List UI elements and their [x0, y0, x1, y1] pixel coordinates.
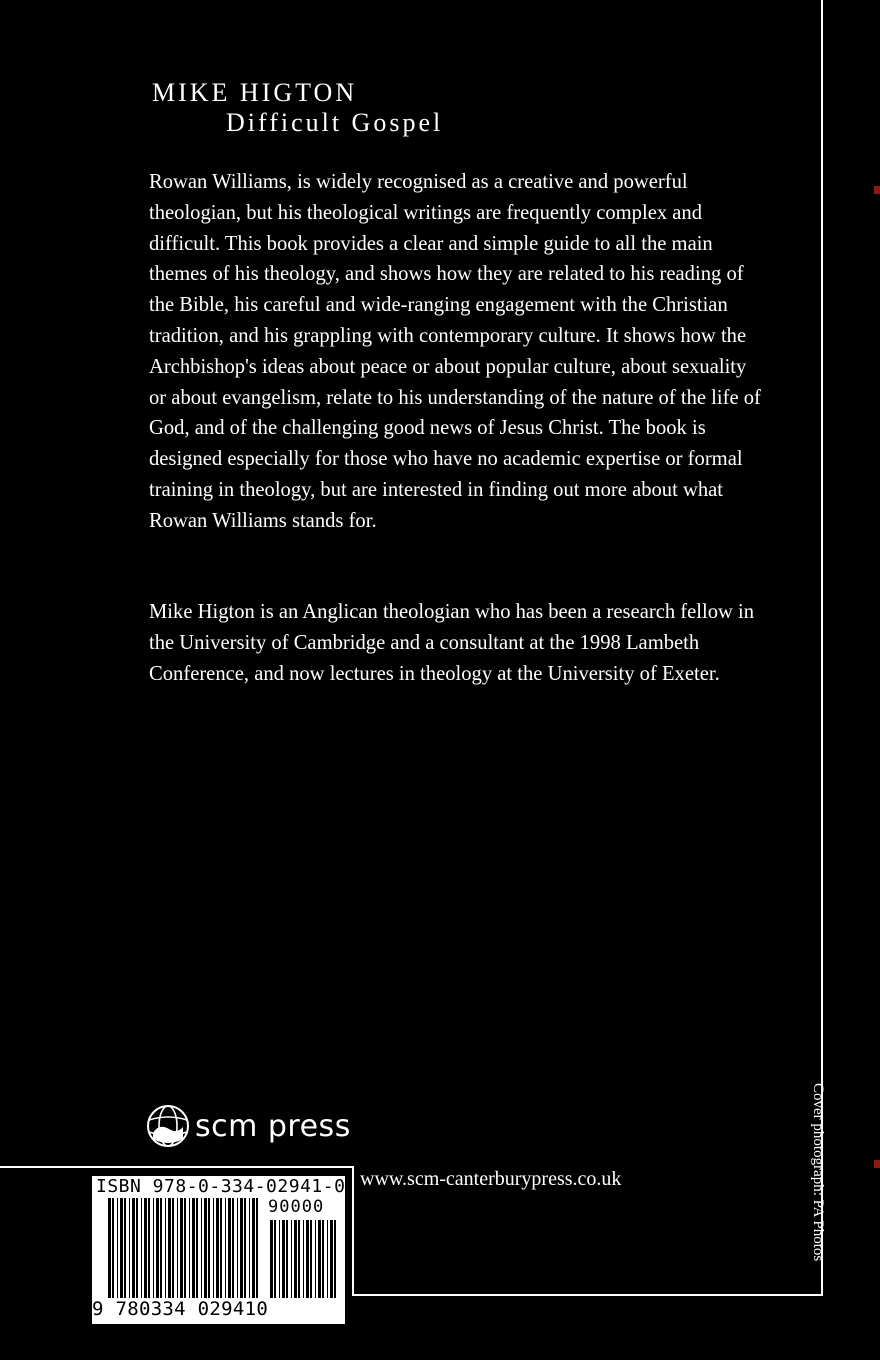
barcode-bar: [327, 1220, 328, 1298]
barcode-bar: [168, 1198, 171, 1298]
barcode-bar: [298, 1220, 300, 1298]
barcode-bar: [270, 1220, 273, 1298]
barcode-bar: [192, 1198, 195, 1298]
barcode-bar: [256, 1198, 258, 1298]
book-description: Rowan Williams, is widely recognised as a creative and powerful theologian, but his theological writings are frequently complex and difficult. This book provides a clear and simple guide to all the main themes of his theology, and shows how they are related to his reading of the Bible, his careful and wide-ranging engagement with the Christian tradition, and his grappling with contemporary culture. It shows how the Archbishop's ideas about peace or about popular culture, about sexuality or about evangelism, relate to his understanding of the nature of the life of God, and of the challenging good news of Jesus Christ. The book is designed especially for those who have no academic expertise or formal training in theology, but are interested in finding out more about what Rowan Williams stands for.: [149, 171, 761, 532]
barcode-bar: [310, 1220, 312, 1298]
bottom-border-line: [352, 1294, 823, 1296]
barcode-bar: [208, 1198, 210, 1298]
author-name: MIKE HIGTON: [152, 78, 358, 107]
author-bio: Mike Higton is an Anglican theologian who has been a research fellow in the University of Cambridge and a consultant at the 1998 Lambeth Conference, and now lectures in theology at the University of Exeter.: [149, 601, 755, 685]
barcode-bar: [153, 1198, 154, 1298]
barcode-bar: [156, 1198, 159, 1298]
barcode-bar: [237, 1198, 238, 1298]
barcode-bar: [189, 1198, 190, 1298]
barcode-bar: [165, 1198, 166, 1298]
barcode-bar: [216, 1198, 219, 1298]
barcode-bar: [213, 1198, 214, 1298]
barcode-bar: [244, 1198, 246, 1298]
spine-mark-top: [874, 186, 880, 194]
barcode-bar: [108, 1198, 111, 1298]
barcode-bar: [112, 1198, 114, 1298]
barcode-bar: [252, 1198, 255, 1298]
globe-wheel-icon: [145, 1103, 191, 1149]
barcode-bar: [204, 1198, 207, 1298]
isbn-number: ISBN 978-0-334-02941-0: [96, 1176, 346, 1197]
barcode-bar: [129, 1198, 130, 1298]
barcode-bar: [279, 1220, 280, 1298]
publisher-logo: [145, 1103, 351, 1149]
barcode-bar: [201, 1198, 202, 1298]
barcode-bar: [318, 1220, 321, 1298]
barcode-bar: [286, 1220, 288, 1298]
barcode-bar: [225, 1198, 226, 1298]
barcode-bar: [220, 1198, 222, 1298]
photo-credit: Cover photograph: PA Photos: [810, 1083, 826, 1262]
barcode-bar: [117, 1198, 118, 1298]
barcode-bar: [282, 1220, 285, 1298]
barcode-side-line: [352, 1166, 354, 1296]
barcode-bar: [228, 1198, 231, 1298]
barcode-bar: [120, 1198, 123, 1298]
barcode-bar: [330, 1220, 333, 1298]
barcode-bar: [249, 1198, 250, 1298]
barcode-bar: [334, 1220, 336, 1298]
barcode-bar: [124, 1198, 126, 1298]
barcode: [92, 1176, 345, 1324]
barcode-bar: [274, 1220, 276, 1298]
barcode-bar: [177, 1198, 178, 1298]
barcode-bar: [136, 1198, 138, 1298]
price-code: 90000: [268, 1197, 325, 1217]
publisher-name: scm press: [195, 1108, 351, 1144]
barcode-bar: [141, 1198, 142, 1298]
barcode-bar: [291, 1220, 292, 1298]
barcode-bar: [294, 1220, 297, 1298]
ean-number: 9 780334 029410: [92, 1298, 269, 1320]
barcode-bar: [184, 1198, 186, 1298]
barcode-bar: [303, 1220, 304, 1298]
spine-mark-bottom: [874, 1160, 880, 1168]
book-title: Difficult Gospel: [226, 108, 444, 137]
barcode-top-line: [0, 1166, 354, 1168]
barcode-bar: [180, 1198, 183, 1298]
barcode-bar: [196, 1198, 198, 1298]
barcode-bar: [240, 1198, 243, 1298]
barcode-bar: [148, 1198, 150, 1298]
barcode-bar: [232, 1198, 234, 1298]
barcode-bar: [132, 1198, 135, 1298]
barcode-bar: [315, 1220, 316, 1298]
publisher-website: www.scm-canterburypress.co.uk: [360, 1168, 622, 1190]
barcode-bar: [306, 1220, 309, 1298]
barcode-bar: [172, 1198, 174, 1298]
barcode-bar: [160, 1198, 162, 1298]
barcode-bar: [322, 1220, 324, 1298]
barcode-bar: [144, 1198, 147, 1298]
